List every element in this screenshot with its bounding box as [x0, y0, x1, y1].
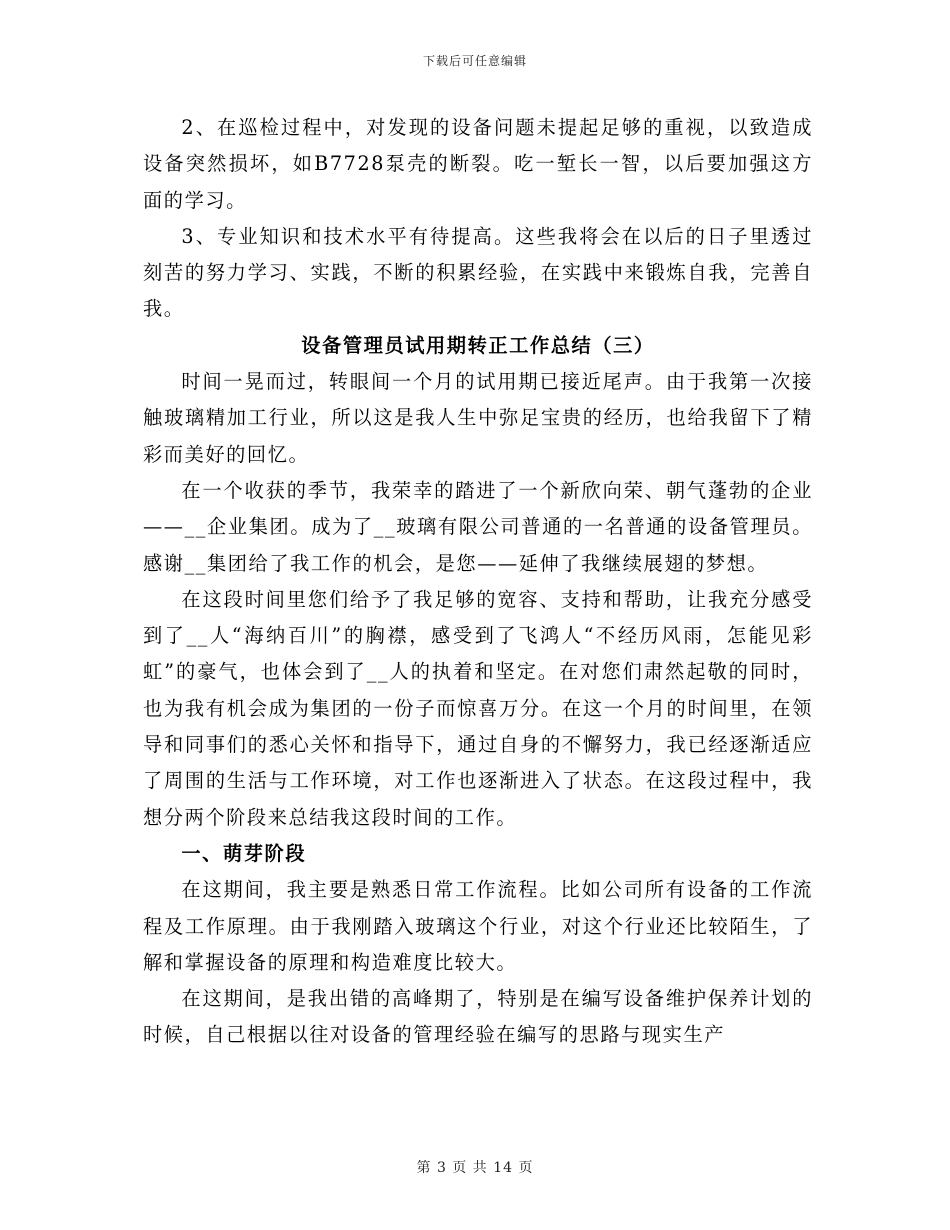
- paragraph: 在这期间，是我出错的高峰期了，特别是在编写设备维护保养计划的时候，自己根据以往对设备的管理经验在编写的思路与现实生产: [143, 987, 813, 1047]
- document-body: [143, 110, 813, 1054]
- paragraph: 2、在巡检过程中，对发现的设备问题未提起足够的重视，以致造成设备突然损坏，如B7728泵壳的断裂。吃一堑长一智，以后要加强这方面的学习。: [143, 116, 813, 212]
- subheading: 一、萌芽阶段: [181, 841, 307, 865]
- paragraph: 在这段时间里您们给予了我足够的宽容、支持和帮助，让我充分感受到了__人“海纳百川”的胸襟，感受到了飞鸿人“不经历风雨，怎能见彩虹”的豪气，也体会到了__人的执着和坚定。在对您们肃然起敬的同时，也为我有机会成为集团的一份子而惊喜万分。在这一个月的时间里，在领导和同事们的悉心关怀和指导下，通过自身的不懈努力，我已经逐渐适应了周围的生活与工作环境，对工作也逐渐进入了状态。在这段过程中，我想分两个阶段来总结我这段时间的工作。: [143, 587, 813, 829]
- paragraph: 在这期间，我主要是熟悉日常工作流程。比如公司所有设备的工作流程及工作原理。由于我刚踏入玻璃这个行业，对这个行业还比较陌生，了解和掌握设备的原理和构造难度比较大。: [143, 878, 813, 974]
- paragraph: 在一个收获的季节，我荣幸的踏进了一个新欣向荣、朝气蓬勃的企业——__企业集团。成为了__玻璃有限公司普通的一名普通的设备管理员。感谢__集团给了我工作的机会，是您——延伸了我继续展翅的梦想。: [143, 478, 813, 575]
- page-header: 下载后可任意编辑: [422, 54, 527, 68]
- paragraph: 3、专业知识和技术水平有待提高。这些我将会在以后的日子里透过刻苦的努力学习、实践，不断的积累经验，在实践中来锻炼自我，完善自我。: [143, 224, 813, 321]
- section-title: 设备管理员试用期转正工作总结（三）: [301, 333, 655, 357]
- page-number: 第 3 页 共 14 页: [416, 1160, 534, 1176]
- paragraph: 时间一晃而过，转眼间一个月的试用期已接近尾声。由于我第一次接触玻璃精加工行业，所以这是我人生中弥足宝贵的经历，也给我留下了精彩而美好的回忆。: [143, 370, 813, 466]
